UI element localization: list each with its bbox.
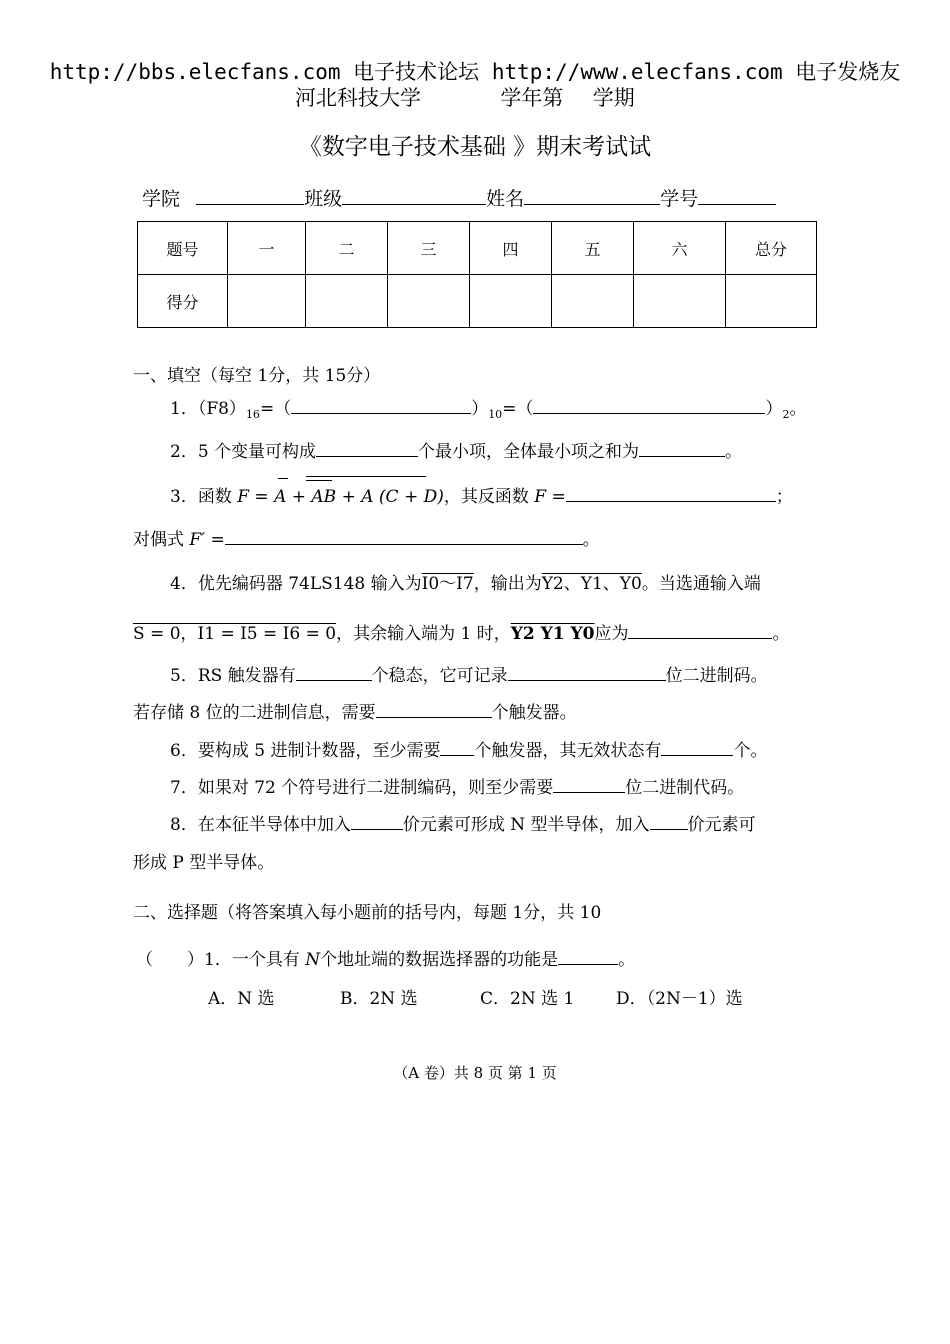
section1-title: 一、填空（每空 1分，共 15分） [133, 366, 381, 386]
q1-eq1: =（ [259, 399, 292, 419]
question-1-1 [170, 394, 806, 421]
q5-blank-1[interactable] [296, 664, 372, 681]
q6-blank-2[interactable] [661, 739, 733, 756]
score-header-cell: 三 [388, 222, 470, 275]
q4-text-f: 。 [772, 624, 790, 644]
q8-text-c: 价元素可 [687, 815, 756, 835]
student-info [142, 184, 776, 211]
q5-text-b: 个稳态，它可记录 [371, 666, 508, 686]
header-url-1[interactable]: http://bbs.elecfans.com [49, 60, 341, 84]
id-label: 学号 [660, 188, 699, 210]
q2-blank-1[interactable] [316, 440, 418, 457]
score-header-cell: 一 [228, 222, 306, 275]
q8-text-b: 价元素可形成 N 型半导体，加入 [402, 815, 650, 835]
q3-function: F = A + AB + A (C + D) [237, 487, 444, 507]
q8-blank-1[interactable] [351, 813, 403, 830]
answer-paren[interactable]: （ ） [136, 950, 204, 970]
score-header-cell: 五 [552, 222, 634, 275]
q1-sub10: 10 [488, 408, 503, 421]
question-1-4-cont [133, 619, 789, 644]
question-1-4 [170, 569, 761, 594]
q1-mid: ） [471, 399, 489, 419]
score-cell[interactable] [726, 275, 817, 328]
question-1-3-dual [133, 525, 600, 550]
question-1-7 [170, 773, 744, 798]
term-label: 学期 [592, 86, 635, 110]
q4-text-a: 4．优先编码器 74LS148 输入为 [170, 574, 422, 594]
class-label: 班级 [304, 188, 343, 210]
header-site-2: 电子发烧友 [795, 60, 901, 84]
q1-eq2: =（ [502, 399, 534, 419]
q2-text-b: 个最小项，全体最小项之和为 [418, 442, 640, 462]
q4-outputs: Y2、Y1、Y0 [541, 574, 642, 594]
q5-text-d: 若存储 8 位的二进制信息，需要 [133, 703, 376, 723]
s2q1-text-b: 个地址端的数据选择器的功能是 [320, 950, 559, 970]
question-1-5-cont [133, 698, 577, 723]
exam-title: 《数字电子技术基础 》期末考试试 [298, 134, 652, 160]
score-header-cell: 二 [306, 222, 388, 275]
q6-blank-1[interactable] [440, 739, 474, 756]
q2-text-a: 2．5 个变量可构成 [170, 442, 317, 462]
q3-dual-formula: F′ = [189, 530, 225, 550]
q1-end: ） [765, 399, 783, 419]
q1-sub2: 2 [782, 408, 790, 421]
s2q1-n: N [305, 950, 321, 970]
s2q1-text-a: 1．一个具有 [204, 950, 300, 970]
s2q1-blank[interactable] [558, 948, 618, 965]
score-header-cell: 题号 [138, 222, 228, 275]
section2-title: 二、选择题（将答案填入每小题前的括号内，每题 1分，共 10 [133, 903, 602, 923]
score-header-cell: 六 [634, 222, 726, 275]
q5-text-a: 5．RS 触发器有 [170, 666, 296, 686]
score-cell[interactable] [470, 275, 552, 328]
score-row-label: 得分 [138, 275, 228, 328]
q1-dot: 。 [789, 399, 807, 419]
score-header-row [138, 222, 817, 275]
q6-text-a: 6．要构成 5 进制计数器，至少需要 [170, 741, 441, 761]
q8-blank-2[interactable] [650, 813, 688, 830]
header-url-2[interactable]: http://www.elecfans.com [491, 60, 783, 84]
q5-blank-3[interactable] [376, 701, 492, 718]
option-d[interactable]: D．（2N－1）选 [616, 989, 743, 1009]
q5-blank-2[interactable] [508, 664, 666, 681]
q5-text-c: 位二进制码。 [665, 666, 768, 686]
score-cell[interactable] [552, 275, 634, 328]
q2-blank-2[interactable] [639, 440, 725, 457]
question-1-5 [170, 661, 768, 686]
q6-text-b: 个触发器，其无效状态有 [474, 741, 662, 761]
q4-blank[interactable] [628, 622, 772, 639]
q3-overline-a [278, 478, 288, 479]
q4-condition: S = 0，I1 = I5 = I6 = 0 [133, 624, 337, 644]
id-blank[interactable] [698, 186, 776, 205]
q4-text-e: 应为 [594, 624, 629, 644]
q1-blank-2[interactable] [533, 397, 765, 414]
q1-sub16: 16 [245, 408, 260, 421]
q4-output-expr: Y2 Y1 Y0 [510, 624, 595, 644]
q4-text-d: ，其余输入端为 1 时， [336, 624, 511, 644]
q6-text-c: 个。 [733, 741, 768, 761]
option-c[interactable]: C．2N 选 1 [480, 989, 575, 1009]
question-1-3 [170, 482, 793, 507]
s2q1-text-c: 。 [618, 950, 636, 970]
q3-text-a: 3．函数 [170, 487, 232, 507]
class-blank[interactable] [342, 186, 486, 205]
q1-prefix: 1．（F8） [170, 399, 246, 419]
question-1-2 [170, 437, 742, 462]
q4-inputs: I0～I7 [421, 574, 474, 594]
q7-text-b: 位二进制代码。 [625, 778, 745, 798]
option-b[interactable]: B．2N 选 [340, 989, 418, 1009]
question-2-1 [136, 945, 635, 970]
q1-blank-1[interactable] [291, 397, 471, 414]
q3-text-b: ，其反函数 [443, 487, 529, 507]
college-blank[interactable] [196, 186, 304, 205]
q3-text-d: ； [775, 487, 793, 507]
q3-blank-inverse[interactable] [566, 485, 776, 502]
q3-blank-dual[interactable] [225, 528, 583, 545]
page-footer: （A 卷）共 8 页 第 1 页 [393, 1064, 557, 1082]
score-header-cell: 四 [470, 222, 552, 275]
q2-text-c: 。 [725, 442, 743, 462]
header-site-1: 电子技术论坛 [353, 60, 480, 84]
college-label: 学院 [142, 188, 181, 210]
university-line [295, 82, 635, 112]
score-cell[interactable] [306, 275, 388, 328]
score-header-cell: 总分 [726, 222, 817, 275]
name-label: 姓名 [486, 188, 525, 210]
score-cell[interactable] [634, 275, 726, 328]
score-cell[interactable] [228, 275, 306, 328]
name-blank[interactable] [524, 186, 660, 205]
q7-text-a: 7．如果对 72 个符号进行二进制编码，则至少需要 [170, 778, 554, 798]
q7-blank[interactable] [553, 776, 625, 793]
score-row [138, 275, 817, 328]
score-cell[interactable] [388, 275, 470, 328]
q3-dual-label: 对偶式 [133, 530, 184, 550]
question-1-6 [170, 736, 767, 761]
year-label: 学年第 [500, 86, 564, 110]
q4-text-b: ，输出为 [473, 574, 542, 594]
q5-text-e: 个触发器。 [491, 703, 577, 723]
question-1-8-cont: 形成 P 型半导体。 [133, 853, 275, 873]
question-1-8 [170, 810, 756, 835]
q8-text-a: 8．在本征半导体中加入 [170, 815, 351, 835]
option-a[interactable]: A．N 选 [208, 989, 275, 1009]
q3-overline-ab [306, 480, 332, 481]
score-table [137, 221, 817, 328]
q3-inverse-label: F = [534, 487, 566, 507]
university-name: 河北科技大学 [295, 86, 421, 110]
q3-overline-long [306, 476, 426, 477]
q4-text-c: 。当选通输入端 [641, 574, 761, 594]
q3-dual-end: 。 [582, 530, 600, 550]
